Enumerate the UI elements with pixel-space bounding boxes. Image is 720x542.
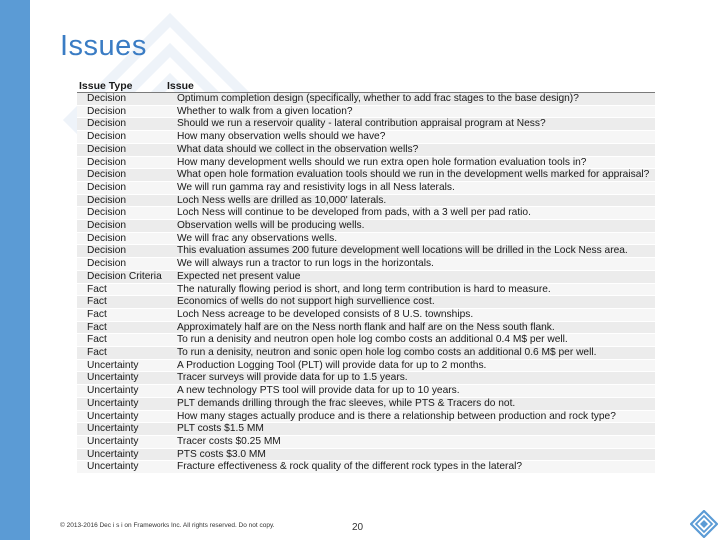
issue-cell: PTS costs $3.0 MM	[177, 448, 266, 460]
table-row	[77, 232, 655, 245]
footer-copyright: © 2013-2016 Dec i s i on Frameworks Inc. All rights reserved. Do not copy.	[60, 522, 275, 529]
issue-cell: How many stages actually produce and is there a relationship between production and rock type?	[177, 410, 616, 422]
issue-cell: Tracer surveys will provide data for up to 1.5 years.	[177, 372, 408, 384]
issue-type-cell: Uncertainty	[87, 461, 139, 473]
issues-table	[77, 80, 655, 474]
issue-cell: Fracture effectiveness & rock quality of the different rock types in the lateral?	[177, 461, 523, 473]
table-row	[77, 423, 655, 436]
table-row	[77, 245, 655, 258]
issue-type-cell: Fact	[87, 296, 107, 308]
table-row	[77, 308, 655, 321]
table-row	[77, 334, 655, 347]
issue-cell: How many observation wells should we have?	[177, 131, 386, 143]
issue-type-cell: Fact	[87, 334, 107, 346]
issue-type-cell: Uncertainty	[87, 372, 139, 384]
issue-cell: This evaluation assumes 200 future development well locations will be drilled in the Lock Ness area.	[177, 245, 628, 257]
table-row	[77, 461, 655, 474]
issue-cell: A new technology PTS tool will provide data for up to 10 years.	[177, 385, 460, 397]
issue-type-cell: Decision	[87, 118, 127, 130]
issue-type-cell: Decision	[87, 93, 127, 104]
issue-cell: Economics of wells do not support high survellience cost.	[177, 296, 435, 308]
issue-type-cell: Uncertainty	[87, 410, 139, 422]
issue-type-cell: Decision	[87, 258, 127, 270]
column-header-issue-type: Issue Type	[77, 80, 167, 93]
table-row	[77, 169, 655, 182]
table-row	[77, 258, 655, 271]
issue-type-cell: Uncertainty	[87, 448, 139, 460]
issue-cell: Observation wells will be producing wells.	[177, 220, 365, 232]
issue-type-cell: Decision	[87, 105, 127, 117]
issue-type-cell: Decision	[87, 220, 127, 232]
issue-cell: To run a denisity and neutron open hole log combo costs an additional 0.4 M$ per well.	[177, 334, 568, 346]
issue-cell: A Production Logging Tool (PLT) will provide data for up to 2 months.	[177, 359, 487, 371]
issue-cell: PLT costs $1.5 MM	[177, 423, 264, 435]
table-row	[77, 296, 655, 309]
issue-type-cell: Decision	[87, 131, 127, 143]
issue-cell: Expected net present value	[177, 270, 301, 282]
issue-type-cell: Uncertainty	[87, 359, 139, 371]
table-row	[77, 156, 655, 169]
issue-cell: Optimum completion design (specifically, whether to add frac stages to the base design)?	[177, 93, 579, 104]
issue-cell: We will run gamma ray and resistivity logs in all Ness laterals.	[177, 181, 455, 193]
issue-type-cell: Decision	[87, 169, 127, 181]
table-row	[77, 220, 655, 233]
issue-cell: To run a denisity, neutron and sonic open hole log combo costs an additional 0.6 M$ per well.	[177, 347, 597, 359]
table-body	[77, 93, 655, 474]
page-number: 20	[352, 522, 364, 533]
table-row	[77, 283, 655, 296]
issue-cell: Loch Ness will continue to be developed from pads, with a 3 well per pad ratio.	[177, 207, 531, 219]
table-row	[77, 321, 655, 334]
issue-cell: PLT demands drilling through the frac sleeves, while PTS & Tracers do not.	[177, 397, 516, 409]
table-row	[77, 410, 655, 423]
table-header-row	[77, 80, 655, 93]
issue-cell: How many development wells should we run extra open hole formation evaluation tools in?	[177, 156, 587, 168]
issue-type-cell: Decision	[87, 156, 127, 168]
issue-type-cell: Fact	[87, 308, 107, 320]
table-row	[77, 435, 655, 448]
issue-type-cell: Fact	[87, 321, 107, 333]
issue-cell: Loch Ness acreage to be developed consists of 8 U.S. townships.	[177, 308, 474, 320]
table-row	[77, 270, 655, 283]
table-row	[77, 385, 655, 398]
issue-type-cell: Fact	[87, 283, 107, 295]
table-row	[77, 143, 655, 156]
issue-cell: Whether to walk from a given location?	[177, 105, 353, 117]
slide-title: Issues	[60, 30, 147, 62]
issue-type-cell: Decision	[87, 245, 127, 257]
issue-type-cell: Uncertainty	[87, 397, 139, 409]
issue-cell: Loch Ness wells are drilled as 10,000' laterals.	[177, 194, 387, 206]
table-row	[77, 448, 655, 461]
table-row	[77, 347, 655, 360]
issue-cell: We will always run a tractor to run logs in the horizontals.	[177, 258, 434, 270]
column-header-issue: Issue	[167, 80, 655, 93]
table-row	[77, 372, 655, 385]
issue-type-cell: Uncertainty	[87, 435, 139, 447]
table-row	[77, 207, 655, 220]
issue-type-cell: Fact	[87, 347, 107, 359]
issue-cell: Approximately half are on the Ness north flank and half are on the Ness south flank.	[177, 321, 555, 333]
issue-cell: The naturally flowing period is short, and long term contribution is hard to measure.	[177, 283, 551, 295]
table-row	[77, 93, 655, 106]
issue-type-cell: Decision	[87, 181, 127, 193]
table-row	[77, 181, 655, 194]
issue-type-cell: Decision	[87, 194, 127, 206]
issue-cell: What data should we collect in the observation wells?	[177, 143, 419, 155]
issue-type-cell: Decision	[87, 207, 127, 219]
issue-cell: Tracer costs $0.25 MM	[177, 435, 281, 447]
issue-type-cell: Decision	[87, 143, 127, 155]
issue-type-cell: Uncertainty	[87, 385, 139, 397]
issue-type-cell: Decision	[87, 232, 127, 244]
table-row	[77, 118, 655, 131]
table-row	[77, 397, 655, 410]
company-logo-icon	[690, 510, 718, 538]
issue-type-cell: Decision Criteria	[87, 270, 162, 282]
issues-table-container	[77, 80, 655, 474]
issue-cell: Should we run a reservoir quality - lateral contribution appraisal program at Ness?	[177, 118, 546, 130]
table-row	[77, 105, 655, 118]
table-row	[77, 131, 655, 144]
table-row	[77, 194, 655, 207]
issue-cell: We will frac any observations wells.	[177, 232, 338, 244]
issue-cell: What open hole formation evaluation tools should we run in the development wells marked for appraisal?	[177, 169, 650, 181]
issue-type-cell: Uncertainty	[87, 423, 139, 435]
left-accent-bar	[0, 0, 30, 540]
table-row	[77, 359, 655, 372]
